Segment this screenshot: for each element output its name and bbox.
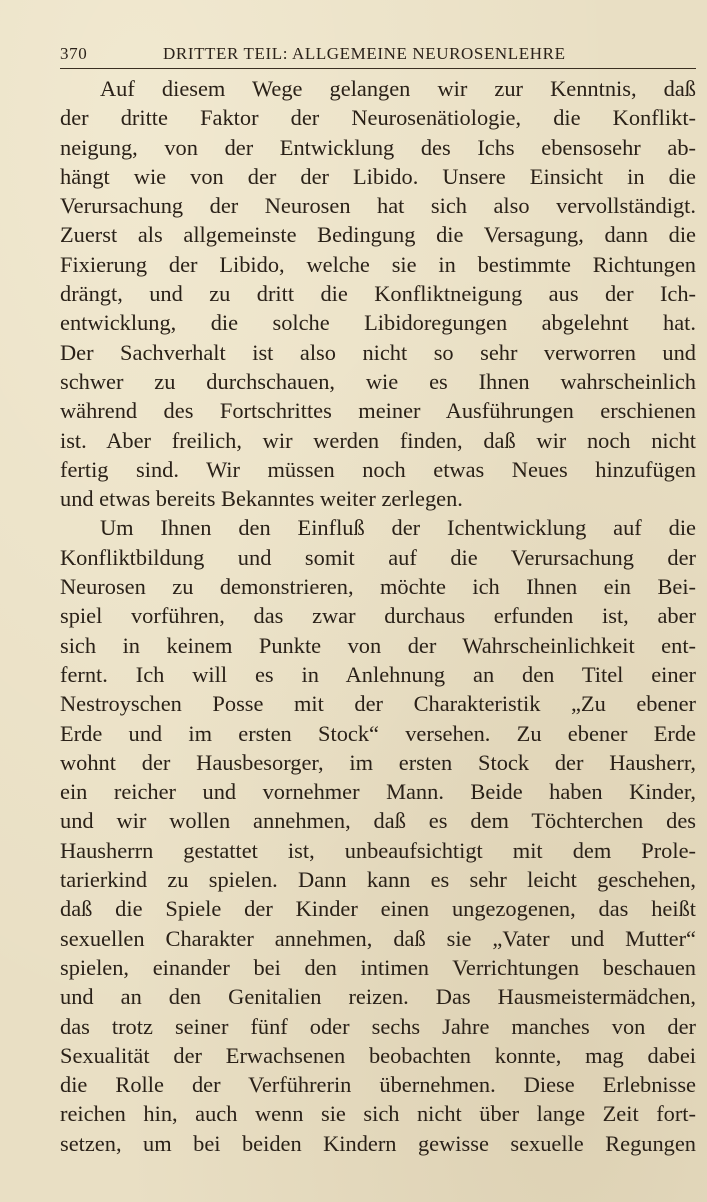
text-line: und an den Genitalien reizen. Das Hausmeistermädchen, xyxy=(60,984,696,1010)
text-line: Neurosen zu demonstrieren, möchte ich Ihnen ein Bei- xyxy=(60,574,696,600)
text-line: Erde und im ersten Stock“ versehen. Zu ebener Erde xyxy=(60,720,696,746)
text-line: daß die Spiele der Kinder einen ungezogenen, das heißt xyxy=(60,896,696,922)
text-line: neigung, von der Entwicklung des Ichs ebensosehr ab- xyxy=(60,134,696,160)
text-line: Auf diesem Wege gelangen wir zur Kenntnis, daß xyxy=(100,76,696,101)
text-line: hängt wie von der der Libido. Unsere Einsicht in die xyxy=(60,163,696,189)
text-line: sich in keinem Punkte von der Wahrscheinlichkeit ent- xyxy=(60,632,696,658)
text-line: reichen hin, auch wenn sie sich nicht über lange Zeit fort- xyxy=(60,1101,696,1127)
text-line: der dritte Faktor der Neurosenätiologie, die Konflikt- xyxy=(60,105,696,131)
text-line: sexuellen Charakter annehmen, daß sie „Vater und Mutter“ xyxy=(60,925,696,951)
text-line: spielen, einander bei den intimen Verrichtungen beschauen xyxy=(60,954,696,980)
text-line: ein reicher und vornehmer Mann. Beide haben Kinder, xyxy=(60,779,696,805)
text-line: spiel vorführen, das zwar durchaus erfunden ist, aber xyxy=(60,603,696,629)
text-line: Der Sachverhalt ist also nicht so sehr verworren und xyxy=(60,339,696,365)
text-line: Nestroyschen Posse mit der Charakteristik „Zu ebener xyxy=(60,691,696,717)
text-line: und wir wollen annehmen, daß es dem Töchterchen des xyxy=(60,808,696,834)
text-line: schwer zu durchschauen, wie es Ihnen wahrscheinlich xyxy=(60,368,696,394)
text-line: die Rolle der Verführerin übernehmen. Diese Erlebnisse xyxy=(60,1072,696,1098)
text-line: fernt. Ich will es in Anlehnung an den Titel einer xyxy=(60,661,696,687)
text-line: wohnt der Hausbesorger, im ersten Stock der Hausherr, xyxy=(60,749,696,775)
text-line: Sexualität der Erwachsenen beobachten konnte, mag dabei xyxy=(60,1042,696,1068)
text-line: Verursachung der Neurosen hat sich also vervollständigt. xyxy=(60,193,696,219)
text-line: entwicklung, die solche Libidoregungen abgelehnt hat. xyxy=(60,310,696,336)
text-line: das trotz seiner fünf oder sechs Jahre manches von der xyxy=(60,1013,696,1039)
text-line: und etwas bereits Bekanntes weiter zerlegen. xyxy=(60,486,463,512)
running-head xyxy=(60,44,696,68)
text-line: fertig sind. Wir müssen noch etwas Neues hinzufügen xyxy=(60,456,696,482)
text-line: setzen, um bei beiden Kindern gewisse sexuelle Regungen xyxy=(60,1130,696,1156)
text-line: ist. Aber freilich, wir werden finden, daß wir noch nicht xyxy=(60,427,696,453)
running-head-title: DRITTER TEIL: ALLGEMEINE NEUROSENLEHRE xyxy=(163,44,566,63)
text-line: Konfliktbildung und somit auf die Verursachung der xyxy=(60,544,696,570)
text-line: Um Ihnen den Einfluß der Ichentwicklung auf die xyxy=(100,515,696,541)
text-line: tarierkind zu spielen. Dann kann es sehr leicht geschehen, xyxy=(60,867,696,893)
header-rule xyxy=(60,68,696,69)
text-line: während des Fortschrittes meiner Ausführungen erschienen xyxy=(60,398,696,424)
page-number: 370 xyxy=(60,44,88,63)
text-line: Fixierung der Libido, welche sie in bestimmte Richtungen xyxy=(60,251,696,277)
body-text xyxy=(60,74,696,1158)
text-line: drängt, und zu dritt die Konfliktneigung aus der Ich- xyxy=(60,281,696,307)
text-line: Hausherrn gestattet ist, unbeaufsichtigt mit dem Prole- xyxy=(60,837,696,863)
text-line: Zuerst als allgemeinste Bedingung die Versagung, dann die xyxy=(60,222,696,248)
